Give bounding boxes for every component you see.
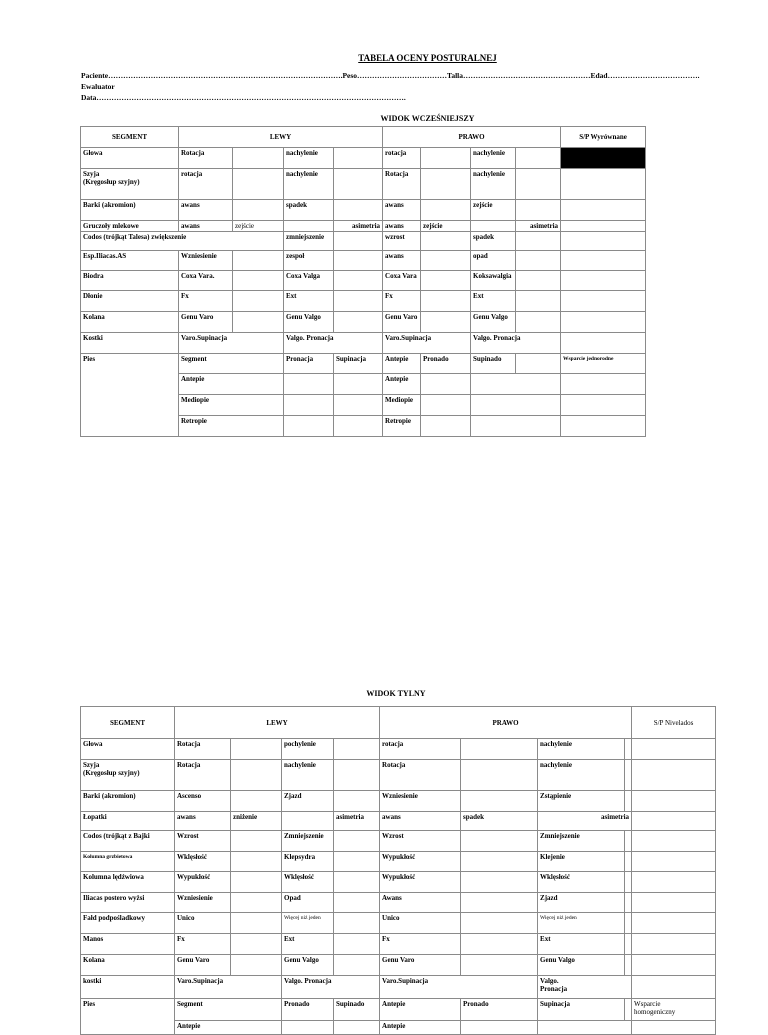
left-option: zmniejszenie bbox=[284, 232, 334, 251]
right-option: zejście bbox=[471, 200, 516, 221]
blank-cell[interactable] bbox=[461, 1021, 538, 1035]
blank-cell[interactable] bbox=[625, 893, 632, 913]
blank-cell[interactable] bbox=[284, 374, 334, 395]
right-option: Genu Valgo bbox=[538, 955, 625, 976]
blank-cell[interactable] bbox=[461, 913, 538, 934]
left-option: Klepsydra bbox=[282, 852, 334, 872]
left-option: Ext bbox=[282, 934, 334, 955]
left-option: Wklęsłość bbox=[175, 852, 231, 872]
pies-head: Supinado bbox=[334, 999, 380, 1021]
right-option: wzrost bbox=[383, 232, 421, 251]
segment-cell: Łopatki bbox=[81, 812, 175, 831]
blank-cell[interactable] bbox=[461, 760, 538, 791]
blank-cell[interactable] bbox=[471, 374, 561, 395]
levelled-header: S/P Nivelados bbox=[632, 707, 716, 739]
pies-extra: Wsparcie homogeniczny bbox=[632, 999, 716, 1021]
back-view-table bbox=[80, 706, 716, 1035]
blank-cell[interactable] bbox=[231, 739, 282, 760]
blank-cell[interactable] bbox=[421, 251, 471, 271]
blank-cell[interactable] bbox=[516, 291, 561, 312]
blank-cell[interactable] bbox=[334, 148, 383, 169]
blank-cell[interactable] bbox=[561, 395, 646, 416]
blank-cell[interactable] bbox=[231, 872, 282, 893]
blank-cell[interactable] bbox=[421, 374, 471, 395]
front-view-title: WIDOK WCZEŚNIEJSZY bbox=[380, 114, 475, 123]
right-option: Genu Varo bbox=[380, 955, 461, 976]
filled-black-cell bbox=[561, 148, 646, 169]
aligned-header: S/P Wyrównane bbox=[561, 127, 646, 148]
blank-cell[interactable] bbox=[632, 831, 716, 852]
blank-cell[interactable] bbox=[284, 416, 334, 437]
blank-cell[interactable] bbox=[561, 271, 646, 291]
pies-head: Supinacja bbox=[538, 999, 625, 1021]
right-option: awans bbox=[383, 251, 421, 271]
right-option: Wypukłość bbox=[380, 872, 461, 893]
blank-cell[interactable] bbox=[233, 251, 284, 271]
left-option: Valgo. Pronacja bbox=[282, 976, 380, 999]
blank-cell[interactable] bbox=[471, 395, 561, 416]
blank-cell[interactable] bbox=[461, 831, 538, 852]
evaluator-label: Ewaluator bbox=[81, 82, 115, 91]
segment-cell: Kolana bbox=[81, 312, 179, 333]
right-option: zejście bbox=[421, 221, 471, 232]
blank-cell[interactable] bbox=[471, 416, 561, 437]
left-option: Fx bbox=[179, 291, 233, 312]
blank-cell[interactable] bbox=[233, 200, 284, 221]
blank-cell[interactable] bbox=[625, 934, 632, 955]
segment-cell: Fałd podpośladkowy bbox=[81, 913, 175, 934]
blank-cell[interactable] bbox=[561, 333, 646, 354]
right-option: rotacja bbox=[383, 148, 421, 169]
blank-cell[interactable] bbox=[632, 976, 716, 999]
blank-cell[interactable] bbox=[334, 395, 383, 416]
right-option: Valgo. Pronacja bbox=[538, 976, 632, 999]
blank-cell[interactable] bbox=[561, 251, 646, 271]
right-option: Zmniejszenie bbox=[538, 831, 625, 852]
right-option: Wklęsłość bbox=[538, 872, 625, 893]
segment-cell: Esp.Iliacas.AS bbox=[81, 251, 179, 271]
blank-cell[interactable] bbox=[561, 200, 646, 221]
blank-cell[interactable] bbox=[421, 169, 471, 200]
right-option: Wzniesienie bbox=[380, 791, 461, 812]
blank-cell[interactable] bbox=[334, 200, 383, 221]
blank-cell[interactable] bbox=[421, 148, 471, 169]
blank-cell[interactable] bbox=[231, 893, 282, 913]
blank-cell[interactable] bbox=[334, 169, 383, 200]
blank-cell[interactable] bbox=[421, 232, 471, 251]
left-option: asimetria bbox=[334, 812, 380, 831]
blank-cell[interactable] bbox=[625, 852, 632, 872]
left-option: Wzniesienie bbox=[179, 251, 233, 271]
pies-sub: Antepie bbox=[380, 1021, 461, 1035]
blank-cell[interactable] bbox=[334, 416, 383, 437]
pies-head: Segment bbox=[175, 999, 282, 1021]
blank-cell[interactable] bbox=[421, 200, 471, 221]
blank-cell[interactable] bbox=[334, 739, 380, 760]
blank-cell[interactable] bbox=[516, 271, 561, 291]
left-option: Wklęsłość bbox=[282, 872, 334, 893]
blank-cell[interactable] bbox=[632, 934, 716, 955]
right-option: awans bbox=[380, 812, 461, 831]
right-option: spadek bbox=[471, 232, 516, 251]
blank-cell[interactable] bbox=[334, 872, 380, 893]
segment-cell: Szyja (Kręgosłup szyjny) bbox=[81, 169, 179, 200]
right-option: nachylenie bbox=[538, 739, 625, 760]
blank-cell[interactable] bbox=[516, 169, 561, 200]
segment-cell: Manos bbox=[81, 934, 175, 955]
blank-cell[interactable] bbox=[334, 934, 380, 955]
blank-cell[interactable] bbox=[421, 291, 471, 312]
blank-cell[interactable] bbox=[233, 312, 284, 333]
blank-cell[interactable] bbox=[561, 169, 646, 200]
blank-cell[interactable] bbox=[538, 1021, 632, 1035]
left-option: Varo.Supinacja bbox=[179, 333, 284, 354]
right-header: PRAWO bbox=[380, 707, 632, 739]
blank-cell[interactable] bbox=[625, 913, 632, 934]
blank-cell[interactable] bbox=[334, 791, 380, 812]
left-option: pochylenie bbox=[282, 739, 334, 760]
segment-cell: Barki (akromion) bbox=[81, 791, 175, 812]
document-title: TABELA OCENY POSTURALNEJ bbox=[358, 53, 497, 63]
blank-cell[interactable] bbox=[632, 872, 716, 893]
right-option: Fx bbox=[380, 934, 461, 955]
right-option: Valgo. Pronacja bbox=[471, 333, 561, 354]
blank-cell[interactable] bbox=[231, 791, 282, 812]
left-option: Więcej niż jeden bbox=[282, 913, 334, 934]
left-option: rotacja bbox=[179, 169, 233, 200]
front-view-table bbox=[80, 126, 646, 437]
segment-header: SEGMENT bbox=[81, 707, 175, 739]
pies-sub: Retropie bbox=[179, 416, 284, 437]
right-option: Rotacja bbox=[383, 169, 421, 200]
right-option: Awans bbox=[380, 893, 461, 913]
blank-cell[interactable] bbox=[334, 831, 380, 852]
blank-cell[interactable] bbox=[231, 955, 282, 976]
segment-cell: Głowa bbox=[81, 739, 175, 760]
blank-cell[interactable] bbox=[233, 169, 284, 200]
blank-cell[interactable] bbox=[334, 312, 383, 333]
left-option: asimetria bbox=[334, 221, 383, 232]
blank-cell[interactable] bbox=[421, 416, 471, 437]
blank-cell[interactable] bbox=[334, 251, 383, 271]
pies-head: Segment bbox=[179, 354, 284, 374]
blank-cell[interactable] bbox=[461, 852, 538, 872]
blank-cell[interactable] bbox=[334, 232, 383, 251]
right-option: Fx bbox=[383, 291, 421, 312]
left-header: LEWY bbox=[175, 707, 380, 739]
blank-cell[interactable] bbox=[516, 354, 561, 374]
right-option: nachylenie bbox=[471, 148, 516, 169]
blank-cell[interactable] bbox=[516, 232, 561, 251]
blank-cell[interactable] bbox=[632, 893, 716, 913]
segment-cell: Dłonie bbox=[81, 291, 179, 312]
blank-cell[interactable] bbox=[284, 395, 334, 416]
left-option: Genu Valgo bbox=[284, 312, 334, 333]
left-option: Rotacja bbox=[175, 760, 231, 791]
left-header: LEWY bbox=[179, 127, 383, 148]
blank-cell[interactable] bbox=[561, 416, 646, 437]
blank-cell[interactable] bbox=[561, 221, 646, 232]
right-option: nachylenie bbox=[471, 169, 516, 200]
blank-cell[interactable] bbox=[231, 913, 282, 934]
blank-cell[interactable] bbox=[334, 374, 383, 395]
left-option: nachylenie bbox=[284, 148, 334, 169]
left-option: Fx bbox=[175, 934, 231, 955]
pies-sub: Mediopie bbox=[383, 395, 421, 416]
right-option: Genu Valgo bbox=[471, 312, 516, 333]
blank-cell[interactable] bbox=[461, 934, 538, 955]
right-option: rotacja bbox=[380, 739, 461, 760]
blank-cell[interactable] bbox=[334, 1021, 380, 1035]
segment-header: SEGMENT bbox=[81, 127, 179, 148]
blank-cell[interactable] bbox=[282, 1021, 334, 1035]
left-option: Wypukłość bbox=[175, 872, 231, 893]
blank-cell[interactable] bbox=[334, 913, 380, 934]
left-option: Coxa Valga bbox=[284, 271, 334, 291]
blank-cell[interactable] bbox=[632, 1021, 716, 1035]
blank-cell[interactable] bbox=[461, 739, 538, 760]
pies-sub: Antepie bbox=[179, 374, 284, 395]
left-option: Coxa Vara. bbox=[179, 271, 233, 291]
segment-cell: Kolumna grzbietowa bbox=[81, 852, 175, 872]
blank-cell[interactable] bbox=[461, 955, 538, 976]
blank-cell[interactable] bbox=[471, 221, 516, 232]
right-option: asimetria bbox=[538, 812, 632, 831]
segment-cell: Kolumna lędźwiowa bbox=[81, 872, 175, 893]
pies-sub: Antepie bbox=[383, 374, 421, 395]
left-option: Wzrost bbox=[175, 831, 231, 852]
left-option: Wzniesienie bbox=[175, 893, 231, 913]
blank-cell[interactable] bbox=[561, 374, 646, 395]
right-option: Koksawalgia bbox=[471, 271, 516, 291]
blank-cell[interactable] bbox=[421, 271, 471, 291]
segment-cell: Głowa bbox=[81, 148, 179, 169]
blank-cell[interactable] bbox=[461, 872, 538, 893]
left-option: Rotacja bbox=[175, 739, 231, 760]
pies-head: Supinado bbox=[471, 354, 516, 374]
left-option: Genu Valgo bbox=[282, 955, 334, 976]
blank-cell[interactable] bbox=[632, 955, 716, 976]
left-option: Varo.Supinacja bbox=[175, 976, 282, 999]
right-option: awans bbox=[383, 200, 421, 221]
blank-cell[interactable] bbox=[334, 760, 380, 791]
blank-cell[interactable] bbox=[233, 291, 284, 312]
right-option: Wypukłość bbox=[380, 852, 461, 872]
pies-sub: Mediopie bbox=[179, 395, 284, 416]
left-option: nachylenie bbox=[284, 169, 334, 200]
segment-cell: Pies bbox=[81, 999, 175, 1035]
right-option: opad bbox=[471, 251, 516, 271]
blank-cell[interactable] bbox=[632, 852, 716, 872]
pies-extra: Wsparcie jednorodne bbox=[561, 354, 646, 374]
patient-field-line: Paciente………………………………………………………………………………….Peso………………………………Talla……………………………………………Edad………………………………. bbox=[81, 71, 700, 80]
blank-cell[interactable] bbox=[625, 791, 632, 812]
right-option: Klejenie bbox=[538, 852, 625, 872]
blank-cell[interactable] bbox=[282, 812, 334, 831]
blank-cell[interactable] bbox=[561, 312, 646, 333]
right-option: Ext bbox=[538, 934, 625, 955]
blank-cell[interactable] bbox=[461, 791, 538, 812]
right-option: asimetria bbox=[516, 221, 561, 232]
left-option: Ext bbox=[284, 291, 334, 312]
right-option: Wzrost bbox=[380, 831, 461, 852]
pies-sub: Retropie bbox=[383, 416, 421, 437]
left-option: zejście bbox=[233, 221, 284, 232]
segment-cell: Kolana bbox=[81, 955, 175, 976]
right-option: Unico bbox=[380, 913, 461, 934]
left-option: Genu Varo bbox=[175, 955, 231, 976]
blank-cell[interactable] bbox=[625, 831, 632, 852]
right-option: Varo.Supinacja bbox=[380, 976, 538, 999]
blank-cell[interactable] bbox=[231, 831, 282, 852]
blank-cell[interactable] bbox=[334, 893, 380, 913]
right-option: Coxa Vara bbox=[383, 271, 421, 291]
blank-cell[interactable] bbox=[284, 221, 334, 232]
pies-head: Pronacja bbox=[284, 354, 334, 374]
segment-cell: Barki (akromion) bbox=[81, 200, 179, 221]
blank-cell[interactable] bbox=[334, 955, 380, 976]
blank-cell[interactable] bbox=[421, 395, 471, 416]
blank-cell[interactable] bbox=[632, 812, 716, 831]
date-field-line: Data……………………………………………………………………………………………………………. bbox=[81, 93, 406, 102]
blank-cell[interactable] bbox=[625, 739, 632, 760]
blank-cell[interactable] bbox=[625, 999, 632, 1021]
blank-cell[interactable] bbox=[516, 200, 561, 221]
right-option: awans bbox=[383, 221, 421, 232]
blank-cell[interactable] bbox=[421, 312, 471, 333]
right-option: spadek bbox=[461, 812, 538, 831]
pies-head: Antepie bbox=[380, 999, 461, 1021]
right-option: Genu Varo bbox=[383, 312, 421, 333]
segment-cell: Szyja (Kręgosłup szyjny) bbox=[81, 760, 175, 791]
blank-cell[interactable] bbox=[334, 852, 380, 872]
right-option: nachylenie bbox=[538, 760, 625, 791]
segment-cell: Pies bbox=[81, 354, 179, 437]
blank-cell[interactable] bbox=[233, 271, 284, 291]
blank-cell[interactable] bbox=[561, 291, 646, 312]
left-option: Opad bbox=[282, 893, 334, 913]
blank-cell[interactable] bbox=[334, 271, 383, 291]
blank-cell[interactable] bbox=[231, 760, 282, 791]
left-option: nachylenie bbox=[282, 760, 334, 791]
segment-cell: Kostki bbox=[81, 333, 179, 354]
pies-head: Antepie bbox=[383, 354, 421, 374]
right-option: Varo.Supinacja bbox=[383, 333, 471, 354]
blank-cell[interactable] bbox=[516, 251, 561, 271]
pies-sub: Antepie bbox=[175, 1021, 282, 1035]
segment-cell: Iliacas postero wyżsi bbox=[81, 893, 175, 913]
left-option: awans bbox=[175, 812, 231, 831]
blank-cell[interactable] bbox=[516, 312, 561, 333]
left-option: awans bbox=[179, 221, 233, 232]
blank-cell[interactable] bbox=[516, 148, 561, 169]
left-option: spadek bbox=[284, 200, 334, 221]
blank-cell[interactable] bbox=[632, 760, 716, 791]
blank-cell[interactable] bbox=[625, 872, 632, 893]
left-option: Valgo. Pronacja bbox=[284, 333, 383, 354]
left-option: zniżenie bbox=[231, 812, 282, 831]
segment-cell: Biodra bbox=[81, 271, 179, 291]
segment-cell: Gruczoły mlekowe bbox=[81, 221, 179, 232]
left-option: Ascenso bbox=[175, 791, 231, 812]
blank-cell[interactable] bbox=[561, 232, 646, 251]
left-option: zespoł bbox=[284, 251, 334, 271]
right-option: Zjazd bbox=[538, 893, 625, 913]
blank-cell[interactable] bbox=[632, 913, 716, 934]
right-option: Zstąpienie bbox=[538, 791, 625, 812]
pies-head: Supinacja bbox=[334, 354, 383, 374]
left-option: Zjazd bbox=[282, 791, 334, 812]
blank-cell[interactable] bbox=[231, 852, 282, 872]
blank-cell[interactable] bbox=[632, 791, 716, 812]
blank-cell[interactable] bbox=[632, 739, 716, 760]
right-header: PRAWO bbox=[383, 127, 561, 148]
blank-cell[interactable] bbox=[625, 955, 632, 976]
left-option: Rotacja bbox=[179, 148, 233, 169]
segment-cell: kostki bbox=[81, 976, 175, 999]
back-view-title: WIDOK TYLNY bbox=[366, 689, 426, 698]
left-option: Genu Varo bbox=[179, 312, 233, 333]
pies-head: Pronado bbox=[282, 999, 334, 1021]
segment-cell: Codos (trójkąt Talesa) zwiększenie bbox=[81, 232, 284, 251]
right-option: Więcej niż jeden bbox=[538, 913, 625, 934]
blank-cell[interactable] bbox=[625, 760, 632, 791]
left-option: Zmniejszenie bbox=[282, 831, 334, 852]
right-option: Rotacja bbox=[380, 760, 461, 791]
right-option: Ext bbox=[471, 291, 516, 312]
left-option: Unico bbox=[175, 913, 231, 934]
blank-cell[interactable] bbox=[334, 291, 383, 312]
pies-head: Pronado bbox=[421, 354, 471, 374]
pies-head: Pronado bbox=[461, 999, 538, 1021]
segment-cell: Codos (trójkąt z Bajki bbox=[81, 831, 175, 852]
blank-cell[interactable] bbox=[233, 148, 284, 169]
blank-cell[interactable] bbox=[461, 893, 538, 913]
blank-cell[interactable] bbox=[231, 934, 282, 955]
left-option: awans bbox=[179, 200, 233, 221]
